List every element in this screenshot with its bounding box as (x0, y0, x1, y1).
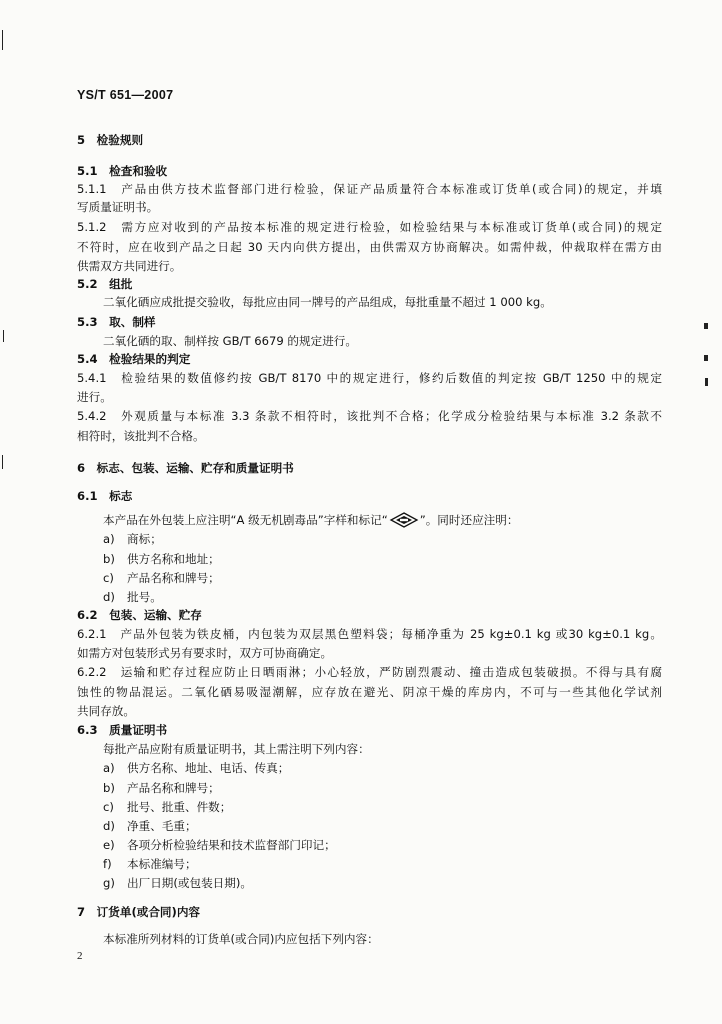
scan-edge-mark (3, 330, 4, 342)
clause-5-1-2-line3: 供需双方共同进行。 (77, 259, 182, 273)
clause-6-3-text: 每批产品应附有质量证明书，其上需注明下列内容： (103, 742, 370, 756)
document-code: YS/T 651—2007 (77, 88, 174, 102)
scan-edge-mark (704, 355, 708, 361)
clause-6-1-text-post: ”。同时还应注明： (419, 513, 519, 527)
section-6-3-title: 6.3 质量证明书 (77, 723, 168, 737)
list-item: a) 供方名称、地址、电话、传真； (103, 761, 290, 775)
section-6-title: 6 标志、包装、运输、贮存和质量证明书 (77, 461, 294, 475)
clause-5-1-1-line2: 写质量证明书。 (77, 200, 159, 214)
clause-7-text: 本标准所列材料的订货单(或合同)内应包括下列内容： (103, 932, 379, 946)
scan-edge-mark (2, 455, 3, 469)
section-5-title: 5 检验规则 (77, 133, 144, 147)
list-item: b) 供方名称和地址； (103, 552, 220, 566)
clause-5-4-1-line1: 5.4.1 检验结果的数值修约按 GB/T 8170 中的规定进行，修约后数值的判定按 GB/T 1250 中的规定 (77, 371, 662, 385)
list-item: g) 出厂日期(或包装日期)。 (103, 876, 252, 890)
clause-5-4-1-line2: 进行。 (77, 390, 112, 404)
list-item: c) 产品名称和牌号； (103, 571, 220, 585)
clause-5-4-2-line1: 5.4.2 外观质量与本标准 3.3 条款不相符时，该批判不合格；化学成分检验结果与本标准 3.2 条款不 (77, 409, 662, 423)
list-item: f) 本标准编号； (103, 857, 197, 871)
clause-6-2-2-line2: 蚀性的物品混运。二氧化硒易吸湿潮解，应存放在避光、阴凉干燥的库房内，不可与一些其他化学试剂 (77, 685, 662, 699)
list-item: d) 批号。 (103, 590, 162, 604)
scan-edge-mark (704, 323, 708, 329)
section-6-1-title: 6.1 标志 (77, 489, 133, 503)
clause-6-1-text (103, 512, 662, 528)
page-number: 2 (77, 950, 83, 962)
section-5-1-title: 5.1 检查和验收 (77, 164, 168, 178)
toxic-hazard-mark-icon (389, 512, 419, 528)
clause-6-2-1-line1: 6.2.1 产品外包装为铁皮桶，内包装为双层黑色塑料袋；每桶净重为 25 kg±0.1 kg 或30 kg±0.1 kg。 (77, 627, 662, 641)
list-item: d) 净重、毛重； (103, 819, 197, 833)
section-7-title: 7 订货单(或合同)内容 (77, 905, 201, 919)
list-item: b) 产品名称和牌号； (103, 781, 220, 795)
clause-5-2-text: 二氧化硒应成批提交验收，每批应由同一牌号的产品组成，每批重量不超过 1 000 kg。 (103, 295, 552, 309)
clause-5-1-1-line1: 5.1.1 产品由供方技术监督部门进行检验，保证产品质量符合本标准或订货单(或合同)的规定，并填 (77, 182, 662, 196)
clause-5-1-2-line2: 不符时，应在收到产品之日起 30 天内向供方提出，由供需双方协商解决。如需仲裁，仲裁取样在需方由 (77, 240, 662, 254)
list-item: c) 批号、批重、件数； (103, 800, 232, 814)
scan-edge-mark (2, 30, 3, 50)
clause-6-2-2-line1: 6.2.2 运输和贮存过程应防止日晒雨淋；小心轻放，严防剧烈震动、撞击造成包装破损。不得与具有腐 (77, 665, 662, 679)
clause-5-3-text: 二氧化硒的取、制样按 GB/T 6679 的规定进行。 (103, 334, 357, 348)
section-5-3-title: 5.3 取、制样 (77, 315, 156, 329)
clause-6-2-2-line3: 共同存放。 (77, 704, 135, 718)
clause-5-1-2-line1: 5.1.2 需方应对收到的产品按本标准的规定进行检验，如检验结果与本标准或订货单(或合同)的规定 (77, 220, 662, 234)
clause-5-4-2-line2: 相符时，该批判不合格。 (77, 429, 205, 443)
list-item: e) 各项分析检验结果和技术监督部门印记； (103, 838, 336, 852)
clause-6-1-text-pre: 本产品在外包装上应注明“A 级无机剧毒品”字样和标记“ (103, 513, 388, 527)
list-item: a) 商标； (103, 532, 162, 546)
section-5-2-title: 5.2 组批 (77, 277, 133, 291)
section-6-2-title: 6.2 包装、运输、贮存 (77, 608, 202, 622)
clause-6-2-1-line2: 如需方对包装形式另有要求时，双方可协商确定。 (77, 646, 333, 660)
section-5-4-title: 5.4 检验结果的判定 (77, 352, 191, 366)
scan-edge-mark (705, 378, 708, 386)
